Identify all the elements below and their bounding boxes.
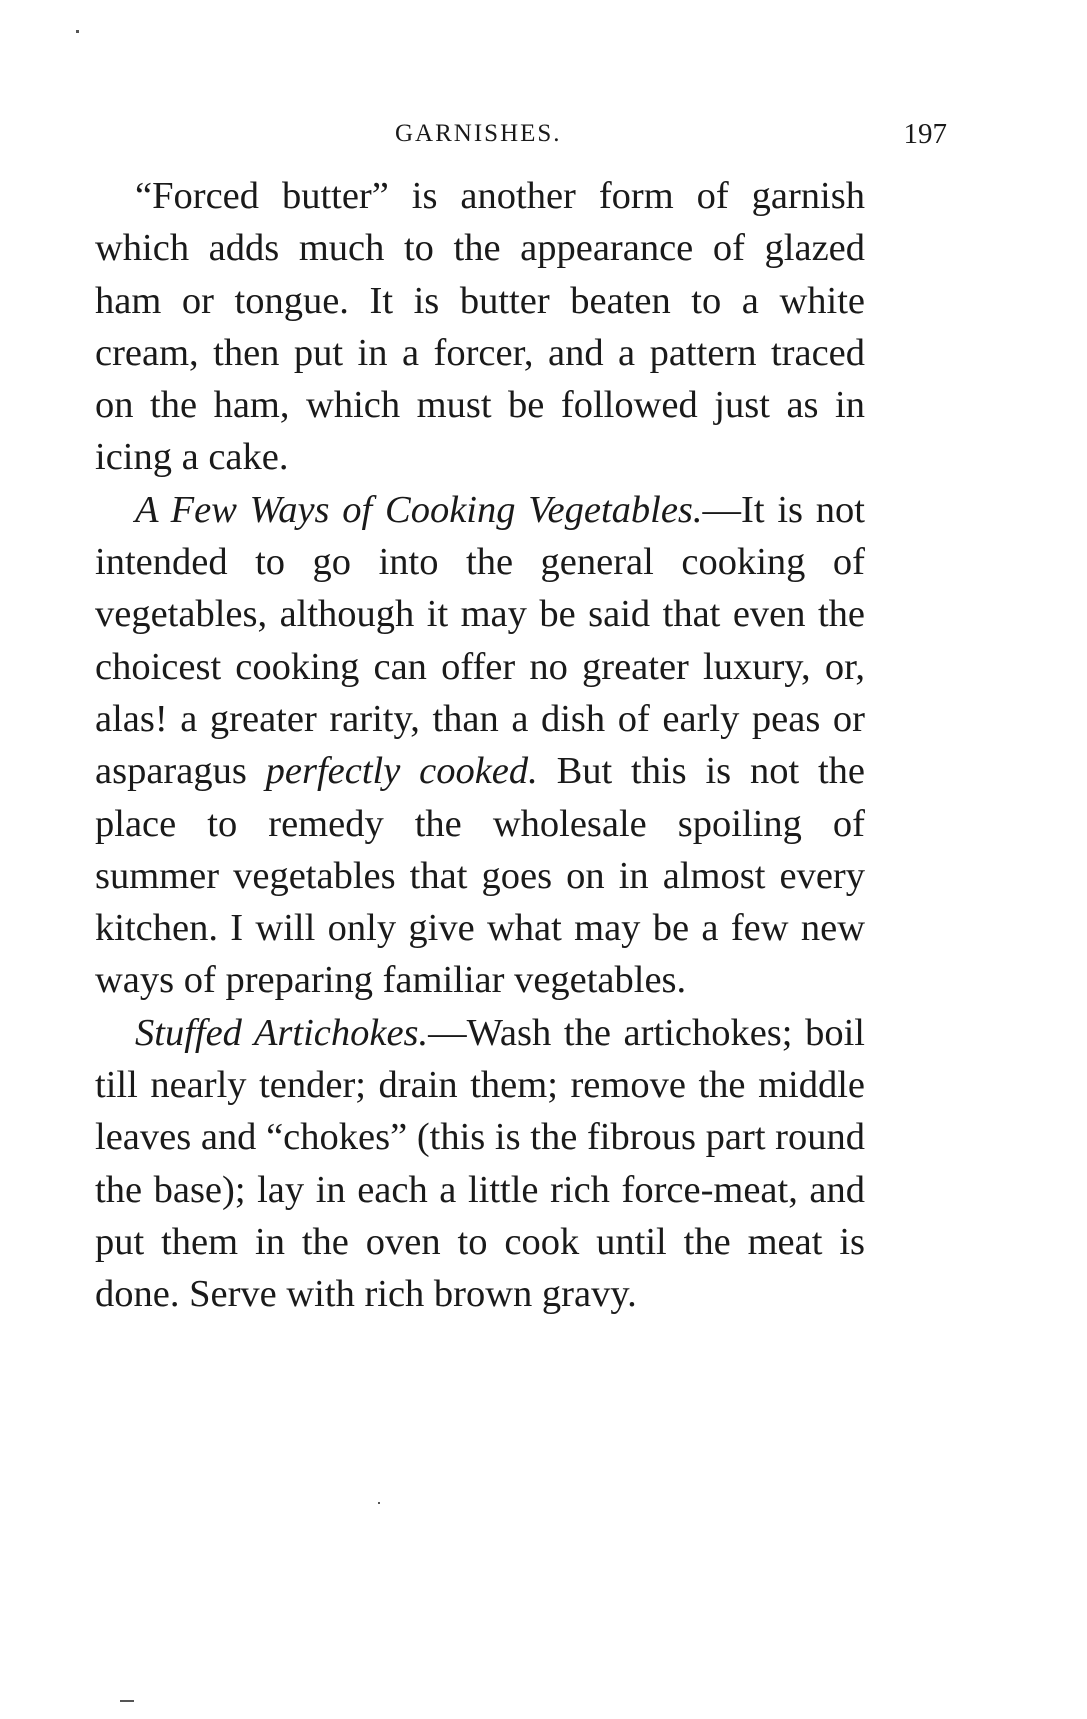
paragraph-text: —Wash the artichokes; boil till nearly tender; drain them; remove the middle leaves and “chokes” (this is the fibrous part round the base); lay in each a little rich force-meat, and put them in the oven to cook until the meat is done. Serve with rich brown gravy. [95,1011,866,1316]
paragraph-text: “Forced butter” is another form of garnish which adds much to the appearance of glazed ham or tongue. It is butter beaten to a white cream, then put in a forcer, and a pattern traced on the ham, which must be followed just as in icing a cake. [95,175,865,479]
page-number: 197 [903,118,947,150]
paragraph-text: But this is not the place to remedy the wholesale spoiling of summer vegetables that goes on in almost every kitchen. I will only give what may be a few new ways of preparing familiar vegetables. [95,750,865,1002]
section-heading: A Few Ways of Cooking Vegetables. [135,488,703,531]
paragraph-text: —It is not intended to go into the general cooking of vegetables, although it may be said that even the choicest cooking can offer no greater luxury, or, alas! a greater rarity, than a dish of early peas or asparagus [95,488,865,793]
paragraph-cooking-vegetables [95,484,865,1007]
paragraph-stuffed-artichokes [95,1007,865,1321]
emphasis-text: perfectly cooked. [265,750,538,793]
paragraph-forced-butter [95,170,865,484]
page-speck [378,1502,380,1504]
page-header [0,118,1087,158]
recipe-heading: Stuffed Artichokes. [135,1011,429,1054]
page-body [95,170,865,1321]
page-speck [120,1700,134,1702]
page-speck [76,30,79,33]
running-head: GARNISHES. [395,120,562,147]
